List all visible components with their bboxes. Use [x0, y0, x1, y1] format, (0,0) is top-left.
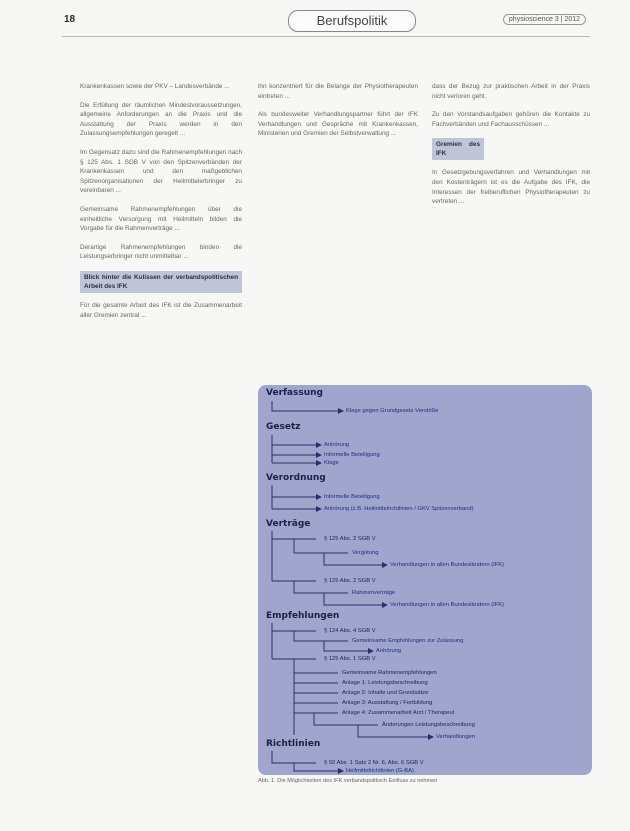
diagram-item: § 92 Abs. 1 Satz 2 Nr. 6, Abs. 6 SGB V [324, 760, 424, 766]
diagram-heading-empfehlungen: Empfehlungen [266, 611, 340, 621]
arrowhead [428, 734, 434, 740]
arrowhead [316, 442, 322, 448]
page-header [62, 10, 590, 34]
connector-line [272, 485, 316, 509]
diagram-item: Heilmittelrichtlinien (G-BA) [346, 768, 414, 774]
diagram-heading-gesetz: Gesetz [266, 422, 301, 432]
connector-line [272, 435, 316, 463]
connector-line [272, 401, 338, 411]
diagram-item: § 125 Abs. 2 SGB V [324, 536, 376, 542]
paragraph: ihn konzentriert für die Belange der Physiotherapeuten eintreten ... [258, 83, 418, 100]
arrowhead [316, 506, 322, 512]
diagram-item: § 125 Abs. 2 SGB V [324, 578, 376, 584]
diagram-item: Anlage 2: Inhalte und Grundsätze [342, 690, 429, 696]
diagram-item: Verhandlungen [436, 734, 476, 740]
text-column-3 [432, 82, 590, 216]
text-column-1 [80, 82, 242, 329]
diagram-item: Anlage 4: Zusammenarbeit Arzt / Therapeut [342, 710, 455, 716]
diagram-item: Informelle Beteiligung [324, 452, 380, 458]
text-column-2 [258, 82, 418, 148]
diagram-item: § 124 Abs. 4 SGB V [324, 628, 376, 634]
paragraph: Als bundesweiter Verhandlungspartner führt der IFK Verhandlungen und Gespräche mit Krankenkassen, Ministerien und Gremien der Selbstverwaltung ... [258, 111, 418, 138]
diagram-item: § 125 Abs. 1 SGB V [324, 656, 376, 662]
arrowhead [338, 768, 344, 774]
diagram-item: Klage [324, 460, 339, 466]
paragraph: In Gesetzgebungsverfahren und Verhandlungen mit den Kostenträgern ist es die Aufgabe des IFK, die Interessen der freiberuflichen Physiotherapeuten zu vertreten ... [432, 169, 590, 206]
paragraph: Die Erfüllung der räumlichen Mindestvoraussetzungen, allgemeine Anforderungen an die Praxis und die Ausstattung der Praxis werden in den Zulassungsempfehlungen geregelt ... [80, 101, 242, 138]
diagram-heading-verordnung: Verordnung [266, 473, 326, 483]
section-title: Berufspolitik [288, 10, 416, 32]
paragraph: Derartige Rahmenempfehlungen binden die Leistungserbringer nicht unmittelbar ... [80, 243, 242, 261]
box-heading: Gremien des IFK [432, 138, 484, 160]
box-heading: Blick hinter die Kulissen der verbandspolitischen Arbeit des IFK [80, 271, 242, 293]
arrowhead [316, 452, 322, 458]
diagram-item: Änderungen Leistungsbeschreibung [382, 722, 475, 728]
diagram-item: Informelle Beteiligung [324, 494, 380, 500]
paragraph: Gemeinsame Rahmenempfehlungen über die einheitliche Versorgung mit Heilmitteln bilden die Vorgabe für die Rahmenverträge ... [80, 205, 242, 233]
influence-diagram [258, 385, 592, 775]
diagram-heading-verfassung: Verfassung [266, 388, 323, 398]
diagram-item: Gemeinsame Empfehlungen zur Zulassung [352, 638, 464, 644]
page-number: 18 [64, 14, 76, 25]
paragraph: Zu den Vorstandsaufgaben gehören die Kontakte zu Fachverbänden und Fachausschüssen ... [432, 111, 590, 128]
diagram-item: Anhörung [324, 442, 350, 448]
diagram-item: Vergütung [352, 550, 379, 556]
diagram-heading-vertraege: Verträge [266, 519, 311, 529]
diagram-item: Anhörung (z.B. Heilmittelrichtlinien / GKV Spitzenverband) [324, 506, 474, 512]
paragraph: Für die gesamte Arbeit des IFK ist die Zusammenarbeit aller Gremien zentral ... [80, 301, 242, 319]
diagram-heading-richtlinien: Richtlinien [266, 739, 321, 749]
arrowhead [368, 648, 374, 654]
diagram-item: Anhörung [376, 648, 402, 654]
diagram-item: Klage gegen Grundgesetz-Verstöße [346, 408, 439, 414]
diagram-item: Gemeinsame Rahmenempfehlungen [342, 670, 437, 676]
arrowhead [316, 460, 322, 466]
diagram-item: Anlage 3: Ausstattung / Fortbildung [342, 700, 433, 706]
figure-caption: Abb. 1: Die Möglichkeiten des IFK verbandspolitisch Einfluss zu nehmen [258, 778, 438, 784]
diagram-item: Anlage 1: Leistungsbeschreibung [342, 680, 428, 686]
arrowhead [382, 602, 388, 608]
diagram-item: Verhandlungen in allen Bundesländern (IFK) [390, 602, 505, 608]
issue-label: physioscience 3 | 2012 [503, 14, 586, 25]
arrowhead [382, 562, 388, 568]
paragraph: Im Gegensatz dazu sind die Rahmenempfehlungen nach § 125 Abs. 1 SGB V von den Spitzenverbänden der Krankenkassen und den maßgeblichen Spitzenorganisationen der Heilmittelerbringer zu vereinbaren ... [80, 148, 242, 195]
paragraph: dass der Bezug zur praktischen Arbeit in der Praxis nicht verloren geht. [432, 83, 590, 100]
header-rule [62, 36, 590, 37]
diagram-item: Rahmenverträge [352, 590, 396, 596]
arrowhead [338, 408, 344, 414]
arrowhead [316, 494, 322, 500]
paragraph: Krankenkassen sowie der PKV – Landesverbände ... [80, 83, 230, 90]
diagram-item: Verhandlungen in allen Bundesländern (IFK) [390, 562, 505, 568]
